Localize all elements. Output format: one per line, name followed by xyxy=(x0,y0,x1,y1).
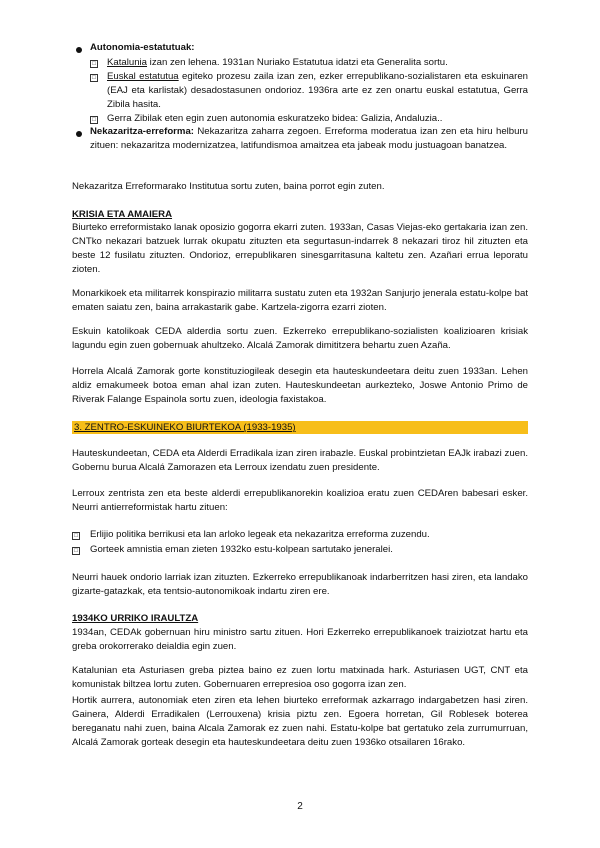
section-heading-bar xyxy=(72,421,528,434)
krisia-paragraph-3: Eskuin katolikoak CEDA alderdia sortu zuen. Ezkerreko errepublikano-sozialisten koalizioaren krisiak lagundu egin zuen gobernuak ahultzeko. Alcalá Zamorak dimititzera behartu zuen Azaña. xyxy=(72,326,528,351)
zentro-item-1: Erlijio politika berrikusi eta lan arloko legeak eta nekazaritza erreforma zuzendu. xyxy=(90,529,430,540)
checkbox-square-icon: □ xyxy=(90,60,98,68)
checkbox-square-icon: □ xyxy=(72,547,80,555)
autonomia-title: Autonomia-estatutuak: xyxy=(90,42,195,53)
bullet-icon xyxy=(76,131,82,137)
krisia-paragraph-4: Horrela Alcalá Zamorak gorte konstituziogileak desegin eta hauteskundeetara deitu zuen 1933an. Lehen aldiz emakumeek botoa eman ahal izan zuten. Hauteskundeetan aurkezteko, Joswe Antonio Primo de Riverak Falange Espainola sortu zuen, ideologia faxistakoa. xyxy=(72,366,528,405)
checkbox-square-icon: □ xyxy=(90,116,98,124)
autonomia-item-1: Katalunia izan zen lehena. 1931an Nuriako Estatutua idatzi eta Generalita sortu. xyxy=(107,57,448,68)
krisia-paragraph-2: Monarkikoek eta militarrek konspirazio militarra sustatu zuten eta 1932an Sanjurjo jenerala estatu-kolpe bat ematen saiatu zen, baina arrakastarik gabe. Kartzela-zigorra ezarri zioten. xyxy=(72,288,528,313)
nekazaritza-paragraph: Nekazaritza-erreforma: Nekazaritza zaharra zegoen. Erreforma moderatua izan zen eta hiru helburu zituen: nekazaritza modernizatzea, latifundismoa amaitzea eta jabeak modu justuagoan banatzea. xyxy=(90,126,528,151)
urriko-paragraph-2: Katalunian eta Asturiasen greba piztea baino ez zuen lortu matxinada hark. Asturiasen UGT, CNT eta komunistak biltzea lortu zuten. Gobernuaren errepresioa oso gogorra izan zen. xyxy=(72,665,528,690)
checkbox-square-icon: □ xyxy=(72,532,80,540)
autonomia-item-3: Gerra Zibilak eten egin zuen autonomia eskuratzeko bidea: Galizia, Andaluzia.. xyxy=(107,113,443,124)
krisia-paragraph-1: Biurteko erreformistako lanak oposizio gogorra ekarri zuten. 1933an, Casas Viejas-eko gertakaria izan zen. CNTko nekazari batzuek lurrak okupatu zituzten eta segurtasun-indarrek 8 nekazari tiroz hil zituzten eta beste 12 fusilatu zituzten. Ondorioz, errepublikaren sinesgarritasuna kaltetu zen. Azañari errua leporatu zioten. xyxy=(72,222,528,275)
urriko-paragraph-3: Hortik aurrera, autonomiak eten ziren eta lehen biurteko erreformak azkarrago indargabetzen hasi ziren. Gainera, Alderdi Erradikalen (Lerrouxena) krisia piztu zen. Egoera horretan, Gil Roblesek boterea bereganatu nahi zuen, baina Alcala Zamorak ez zuen nahi. Estatu-kolpe bat gertatuko zela zurrumurruan, Alcalá Zamorak gorteak desegin eta hauteskundeetara deitu zuen 1936ko otsailaren 16rako. xyxy=(72,695,528,748)
zentro-paragraph-3: Neurri hauek ondorio larriak izan zituzten. Ezkerreko errepublikanoak indarberritzen hasi ziren, eta landako gizarte-gatazkak, eta tentsio-autonomikoak indartu ziren ere. xyxy=(72,572,528,597)
checkbox-square-icon: □ xyxy=(90,74,98,82)
section-heading-urriko: 1934KO URRIKO IRAULTZA xyxy=(72,613,199,624)
zentro-paragraph-2: Lerroux zentrista zen eta beste alderdi errepublikanorekin koalizioa eratu zuen CEDAren babesari esker. Neurri antierreformistak hartu zituen: xyxy=(72,488,528,513)
section-heading-krisia: KRISIA ETA AMAIERA xyxy=(72,209,173,220)
autonomia-item-2: Euskal estatutua egiteko prozesu zaila izan zen, ezker errepublikano-sozialistaren eta eskuinaren (EAJ eta karlistak) desadostasunen ondorioz. 1936ra arte ez zen onartu euskal estatutua, Gerra Zibila hasita. xyxy=(107,71,528,110)
zentro-paragraph-1: Hauteskundeetan, CEDA eta Alderdi Erradikala izan ziren irabazle. Euskal probintzietan EAJk irabazi zuen. Gobernu burua Alcalá Zamorazen eta Lerroux izendatu zuen presidente. xyxy=(72,448,528,473)
page-number: 2 xyxy=(297,801,303,812)
urriko-paragraph-1: 1934an, CEDAk gobernuan hiru ministro sartu zituen. Hori Ezkerreko errepublikanoek traiziotzat hartu eta greba orokorrerako deialdia egin zuen. xyxy=(72,627,528,652)
section-heading-zentro: 3. ZENTRO-ESKUINEKO BIURTEKOA (1933-1935) xyxy=(74,422,296,433)
bullet-icon xyxy=(76,47,82,53)
zentro-item-2: Gorteek amnistia eman zieten 1932ko estu-kolpean sartutako jeneralei. xyxy=(90,544,393,555)
institutua-paragraph: Nekazaritza Erreformarako Institutua sortu zuten, baina porrot egin zuten. xyxy=(72,181,385,192)
